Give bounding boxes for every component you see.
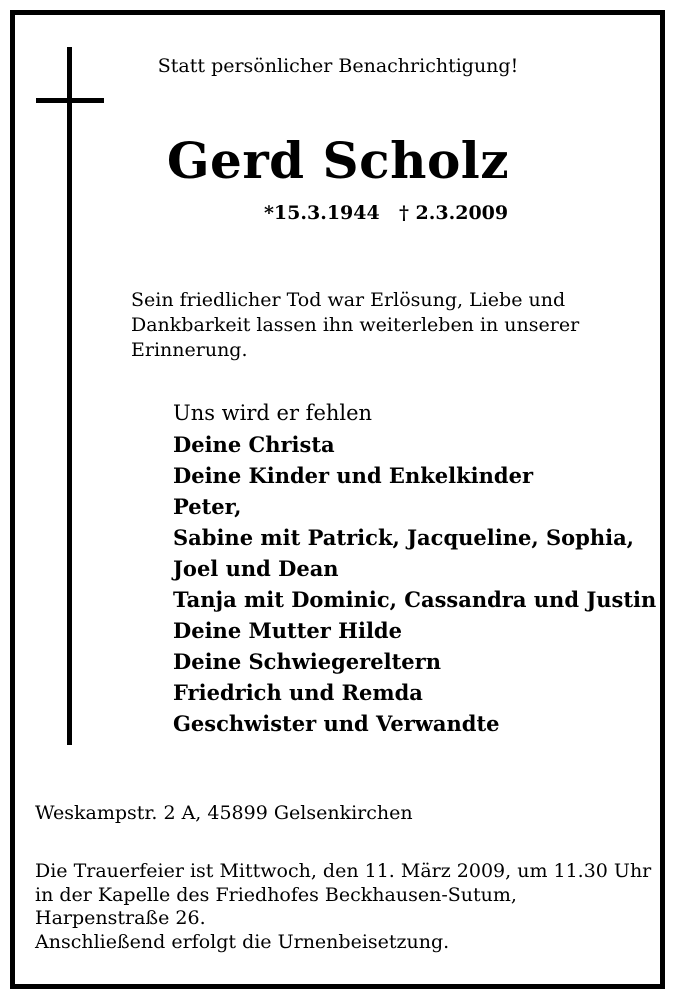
- verse-line: Sein friedlicher Tod war Erlösung, Liebe und: [131, 289, 566, 311]
- mourner-line: Joel und Dean: [173, 556, 339, 581]
- memorial-verse: [131, 288, 579, 363]
- cross-icon-horizontal: [36, 98, 104, 103]
- death-date: † 2.3.2009: [399, 202, 509, 224]
- family-address: Weskampstr. 2 A, 45899 Gelsenkirchen: [35, 802, 413, 824]
- funeral-details: [35, 860, 651, 954]
- mourners-list: [173, 398, 656, 739]
- mourner-line: Tanja mit Dominic, Cassandra und Justin: [173, 587, 657, 612]
- mourner-line: Friedrich und Remda: [173, 680, 423, 705]
- mourner-line: Deine Kinder und Enkelkinder: [173, 463, 534, 488]
- mourner-line: Peter,: [173, 494, 242, 519]
- funeral-line: in der Kapelle des Friedhofes Beckhausen-Sutum,: [35, 883, 517, 906]
- mourners-intro: Uns wird er fehlen: [173, 401, 373, 425]
- funeral-line: Harpenstraße 26.: [35, 907, 206, 929]
- mourner-line: Sabine mit Patrick, Jacqueline, Sophia,: [173, 525, 634, 550]
- deceased-name: Gerd Scholz: [166, 131, 510, 190]
- verse-line: Dankbarkeit lassen ihn weiterleben in unserer: [131, 314, 580, 336]
- mourner-line: Geschwister und Verwandte: [173, 711, 500, 736]
- mourner-line: Deine Christa: [173, 432, 335, 457]
- verse-line: Erinnerung.: [131, 339, 248, 361]
- birth-date: *15.3.1944: [264, 202, 380, 224]
- mourner-line: Deine Mutter Hilde: [173, 618, 402, 643]
- mourner-line: Deine Schwiegereltern: [173, 649, 441, 674]
- header-note: Statt persönlicher Benachrichtigung!: [157, 55, 519, 77]
- funeral-line: Anschließend erfolgt die Urnenbeisetzung.: [35, 930, 450, 953]
- funeral-line: Die Trauerfeier ist Mittwoch, den 11. März 2009, um 11.30 Uhr: [35, 860, 652, 882]
